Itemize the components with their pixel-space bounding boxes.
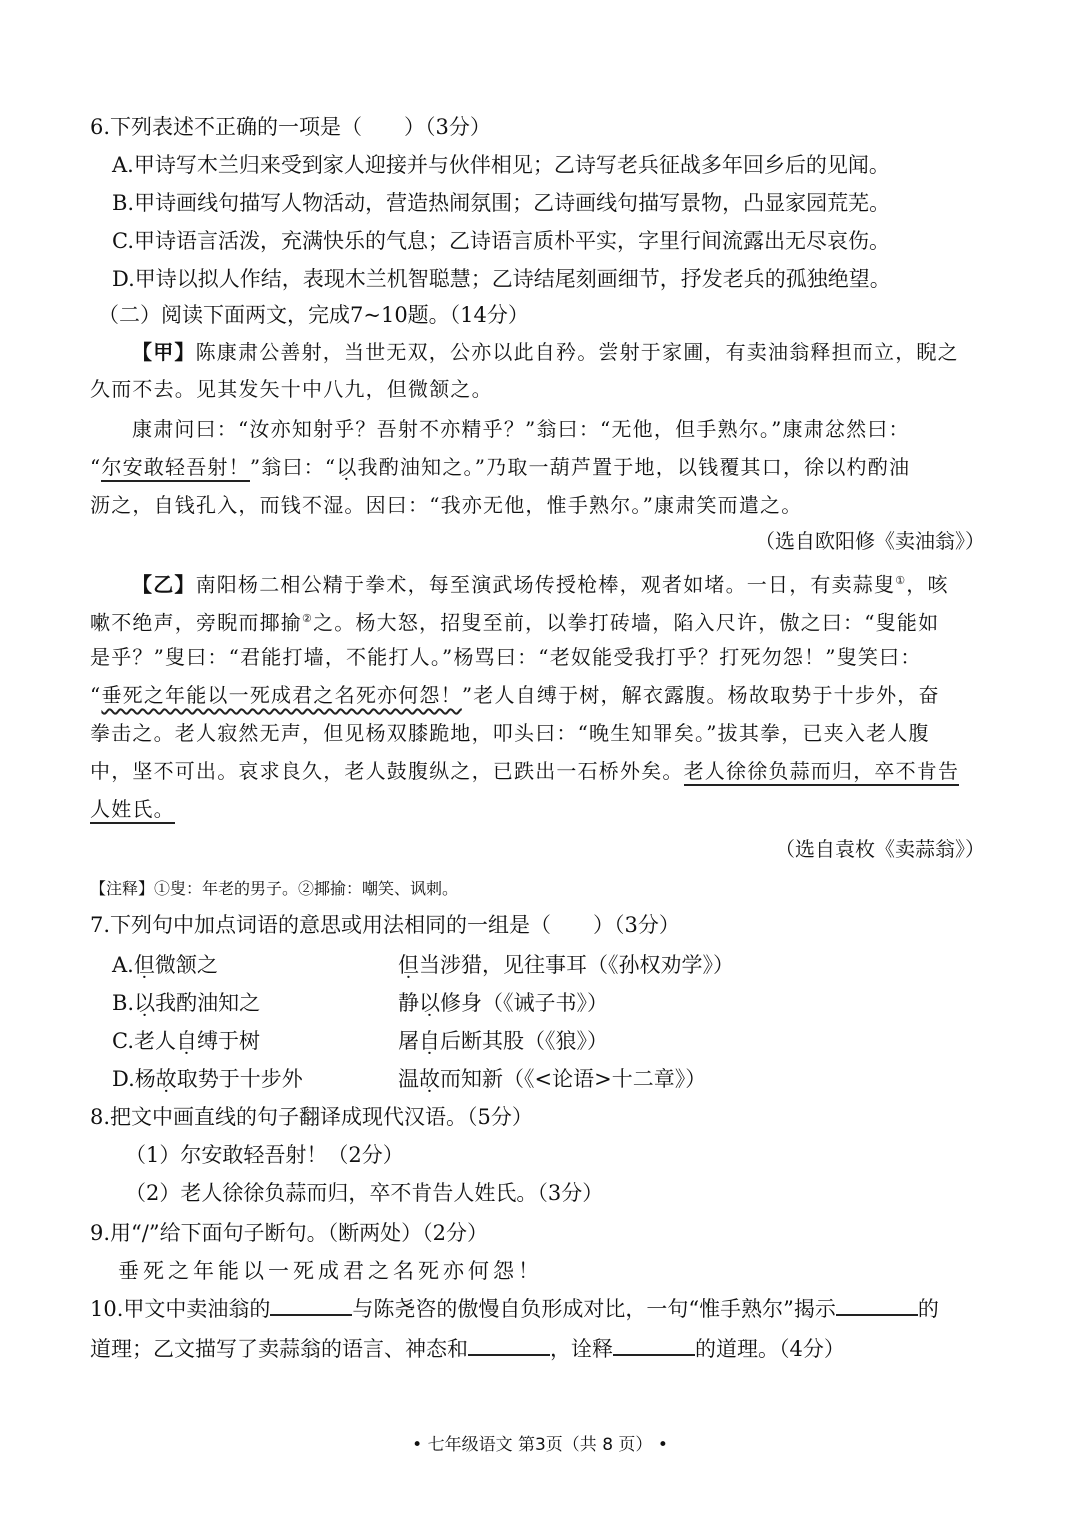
passage-yi-line-2: 嗽不绝声，旁睨而揶揄②之。杨大怒，招叟至前，以拳打砖墙，陷入尺许，傲之曰：“叟能如 [90, 610, 940, 635]
passage-jia-source: （选自欧阳修《卖油翁》） [755, 529, 985, 553]
q9-stem: 9.用“/”给下面句子断句。（断两处）（2分） [90, 1221, 488, 1245]
passage-yi-line-3: 是乎？”叟曰：“君能打墙，不能打人。”杨骂曰：“老奴能受我打乎？打死勿怨！”叟笑曰： [90, 645, 922, 669]
underlined-sentence-2-end: 人姓氏。 [90, 797, 175, 824]
q10-line-2: 道理；乙文描写了卖蒜翁的语言、神态和 ，诠释 的道理。（4分） [90, 1337, 845, 1361]
q10-line-1: 10.甲文中卖油翁的 与陈尧咨的傲慢自负形成对比，一句“惟手熟尔”揭示 的 [90, 1297, 939, 1321]
passage-jia-line-3: 康肃问曰：“汝亦知射乎？吾射不亦精乎？”翁曰：“无他，但手熟尔。”康肃忿然曰： [132, 417, 910, 441]
passage-yi-label: 【乙】 [132, 572, 196, 597]
q6-option-b: B.甲诗画线句描写人物活动，营造热闹氛围；乙诗画线句描写景物，凸显家园荒芜。 [112, 191, 891, 215]
q7-option-a-right: 但当涉猎，见往事耳（《孙权劝学》） [398, 953, 734, 977]
q8-stem: 8.把文中画直线的句子翻译成现代汉语。（5分） [90, 1105, 533, 1129]
q7-option-d-left: D.杨故取势于十步外 [112, 1067, 303, 1091]
page-footer: • 七年级语文 第3页（共 8 页） • [412, 1435, 668, 1455]
passage-jia-label: 【甲】 [132, 340, 196, 364]
q8-sub-1: （1）尔安敢轻吾射！（2分） [125, 1143, 404, 1167]
notes: 【注释】①叟：年老的男子。②揶揄：嘲笑、讽刺。 [90, 879, 459, 898]
passage-yi-line-5: 拳击之。老人寂然无声，但见杨双膝跪地，叩头曰：“晚生知罪矣。”拔其拳，已夹入老人腹 [90, 721, 930, 745]
passage-yi-line-6: 中，坚不可出。哀求良久，老人鼓腹纵之，已跌出一石桥外矣。老人徐徐负蒜而归，卒不肯告 [90, 756, 959, 786]
q8-sub-2: （2）老人徐徐负蒜而归，卒不肯告人姓氏。（3分） [125, 1181, 604, 1205]
underlined-sentence-1: 尔安敢轻吾射！ [101, 455, 249, 482]
answer-blank-2[interactable] [836, 1296, 918, 1316]
answer-blank-1[interactable] [270, 1296, 352, 1316]
passage-jia-line-2: 久而不去。见其发矢十中八九，但微颔之。 [90, 377, 493, 401]
underlined-sentence-2: 老人徐徐负蒜而归，卒不肯告 [684, 759, 960, 786]
passage-jia-line-1: 【甲】陈康肃公善射，当世无双，公亦以此自矜。尝射于家圃，有卖油翁释担而立，睨之 [132, 340, 959, 364]
passage-jia-line-4: “尔安敢轻吾射！”翁曰：“以我酌油知之。”乃取一葫芦置于地，以钱覆其口，徐以杓酌油 [90, 452, 910, 482]
q9-sentence: 垂死之年能以一死成君之名死亦何怨！ [118, 1259, 543, 1283]
q7-stem: 7.下列句中加点词语的意思或用法相同的一组是（ ）（3分） [90, 913, 680, 937]
q6-option-c: C.甲诗语言活泼，充满快乐的气息；乙诗语言质朴平实，字里行间流露出无尽哀伤。 [112, 229, 890, 253]
q7-option-a-left: A.但微颔之 [112, 953, 218, 977]
q6-option-a: A.甲诗写木兰归来受到家人迎接并与伙伴相见；乙诗写老兵征战多年回乡后的见闻。 [112, 153, 890, 177]
q7-option-b-left: B.以我酌油知之 [112, 991, 261, 1015]
passage-jia-line-5: 沥之，自钱孔入，而钱不湿。因曰：“我亦无他，惟手熟尔。”康肃笑而遣之。 [90, 493, 803, 517]
wavy-underlined-sentence: 垂死之年能以一死成君之名死亦何怨！ [101, 683, 462, 707]
q6-option-d: D.甲诗以拟人作结，表现木兰机智聪慧；乙诗结尾刻画细节，抒发老兵的孤独绝望。 [112, 267, 891, 291]
q7-option-c-right: 屠自后断其股（《狼》） [398, 1029, 608, 1053]
q7-option-c-left: C.老人自缚于树 [112, 1029, 260, 1053]
passage-yi-line-4: “垂死之年能以一死成君之名死亦何怨！”老人自缚于树，解衣露腹。杨故取势于十步外，奋 [90, 683, 940, 707]
q7-option-d-right: 温故而知新（《<论语>十二章》） [398, 1067, 707, 1091]
answer-blank-3[interactable] [468, 1336, 550, 1356]
passage-yi-source: （选自袁枚《卖蒜翁》） [775, 837, 985, 861]
section-2-heading: （二）阅读下面两文，完成7~10题。（14分） [98, 303, 529, 327]
emphasis-dot-char: 以 [336, 455, 358, 479]
q7-option-b-right: 静以修身（《诫子书》） [398, 991, 608, 1015]
q6-stem: 6.下列表述不正确的一项是（ ）（3分） [90, 115, 491, 139]
passage-yi-line-1: 【乙】南阳杨二相公精于拳术，每至演武场传授枪棒，观者如堵。一日，有卖蒜叟①，咳 [132, 572, 949, 597]
answer-blank-4[interactable] [613, 1336, 695, 1356]
passage-yi-line-7 [90, 794, 175, 824]
